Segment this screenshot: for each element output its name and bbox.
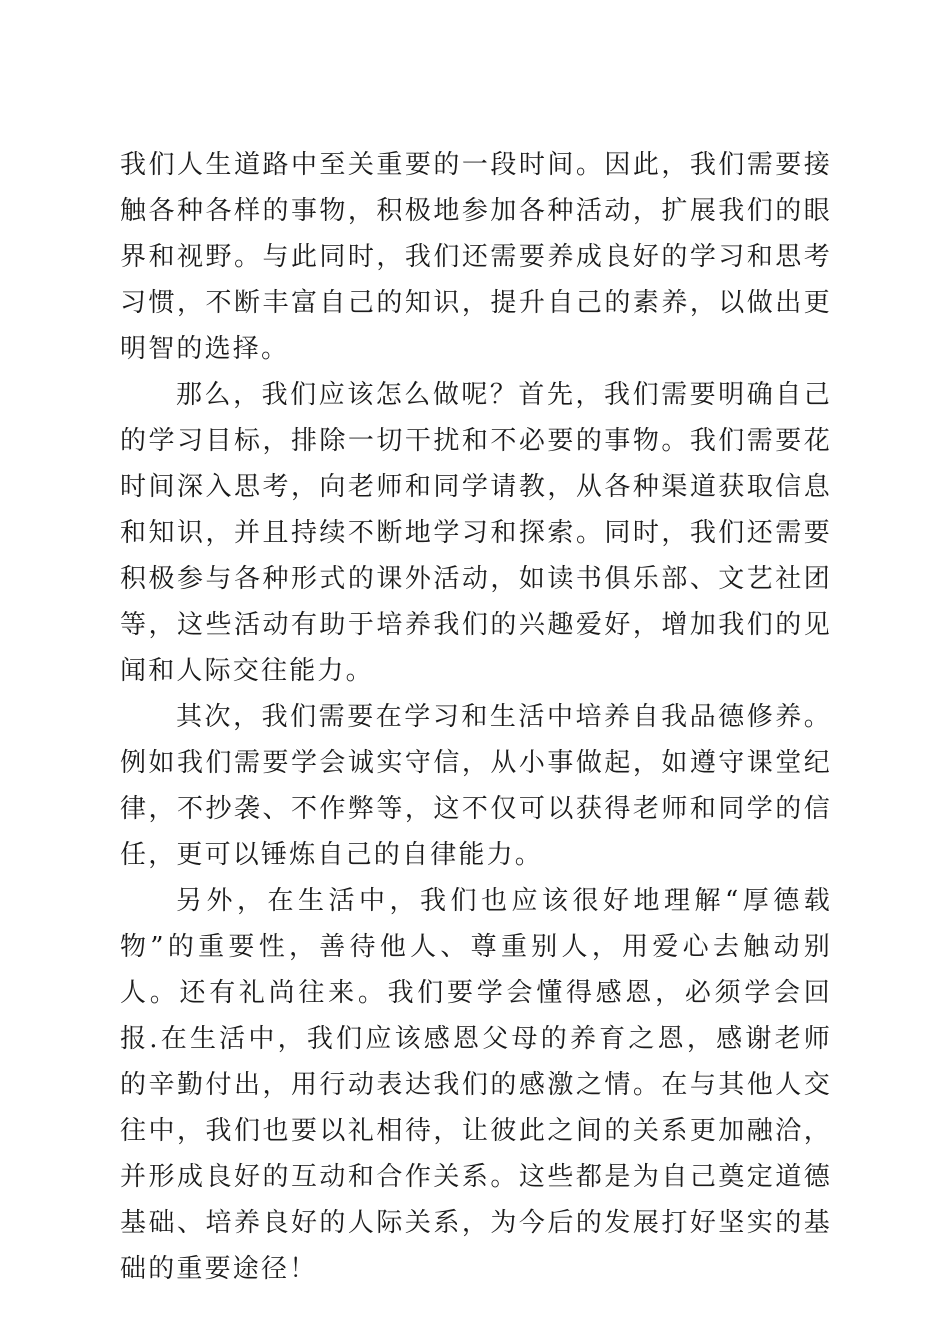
paragraph-4: 另外，在生活中，我们也应该很好地理解“厚德载物”的重要性，善待他人、尊重别人，用爱心去触动别人。还有礼尚往来。我们要学会懂得感恩，必须学会回报.在生活中，我们应该感恩父母的养育之恩，感谢老师的辛勤付出，用行动表达我们的感激之情。在与其他人交往中，我们也要以礼相待，让彼此之间的关系更加融洽，并形成良好的互动和合作关系。这些都是为自己奠定道德基础、培养良好的人际关系，为今后的发展打好坚实的基础的重要途径！ (120, 886, 832, 1284)
document-body (120, 142, 832, 1292)
paragraph-2: 那么，我们应该怎么做呢？首先，我们需要明确自己的学习目标，排除一切干扰和不必要的事物。我们需要花时间深入思考，向老师和同学请教，从各种渠道获取信息和知识，并且持续不断地学习和探索。同时，我们还需要积极参与各种形式的课外活动，如读书俱乐部、文艺社团等，这些活动有助于培养我们的兴趣爱好，增加我们的见闻和人际交往能力。 (120, 380, 832, 686)
paragraph-1: 我们人生道路中至关重要的一段时间。因此，我们需要接触各种各样的事物，积极地参加各种活动，扩展我们的眼界和视野。与此同时，我们还需要养成良好的学习和思考习惯，不断丰富自己的知识，提升自己的素养，以做出更明智的选择。 (120, 150, 832, 364)
paragraph-3: 其次，我们需要在学习和生活中培养自我品德修养。例如我们需要学会诚实守信，从小事做起，如遵守课堂纪律，不抄袭、不作弊等，这不仅可以获得老师和同学的信任，更可以锤炼自己的自律能力。 (120, 702, 832, 870)
